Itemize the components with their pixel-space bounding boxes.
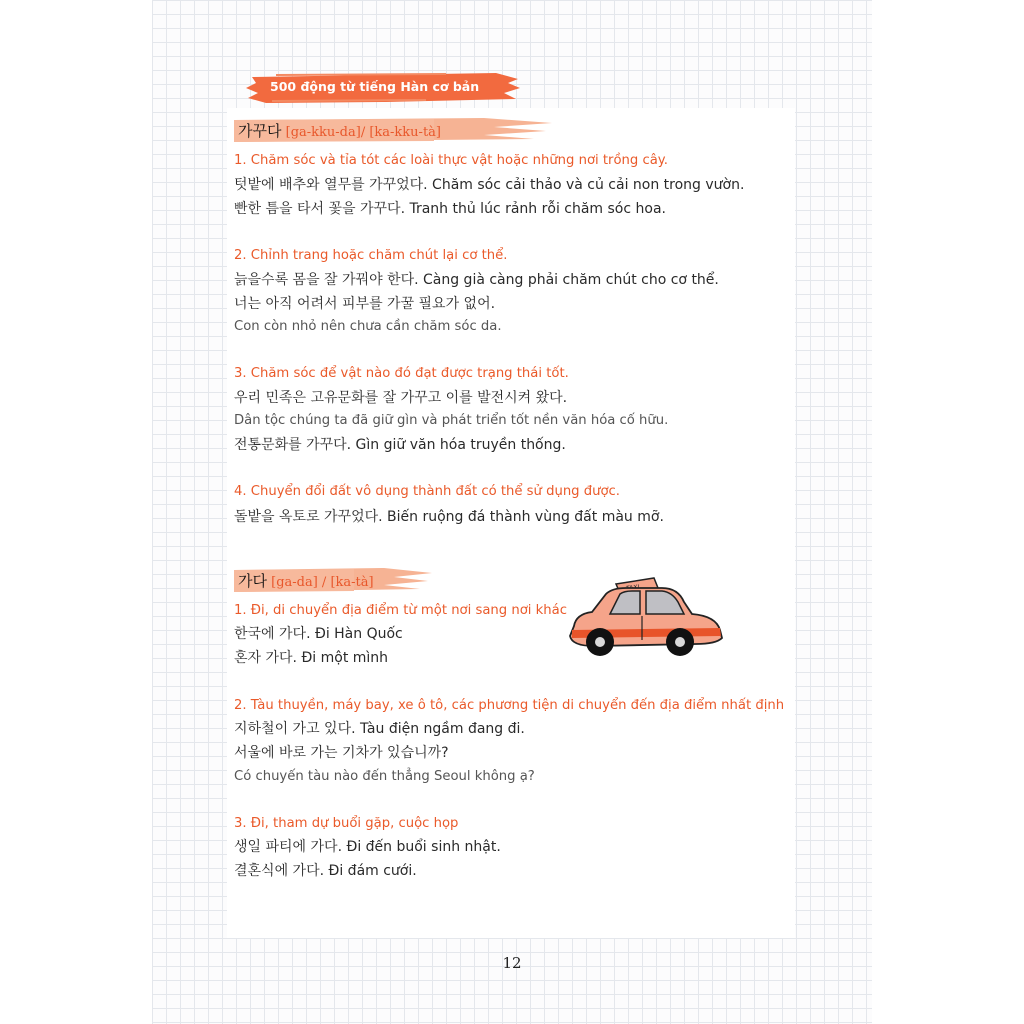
headword-romanization: [ga-kku-da]/ [ka-kku-tà] (281, 125, 441, 140)
example-line: 너는 아직 어려서 피부를 가꿀 필요가 없어. (234, 296, 496, 312)
headword-label (234, 567, 434, 593)
translation-line: Dân tộc chúng ta đã giữ gìn và phát triển tốt nền văn hóa cố hữu. (234, 413, 669, 428)
headword-korean: 가다 (238, 572, 267, 590)
sense-heading: 1. Đi, di chuyển địa điểm từ một nơi sang nơi khác (234, 603, 567, 618)
translation-line: Con còn nhỏ nên chưa cần chăm sóc da. (234, 319, 502, 334)
headword-korean: 가꾸다 (238, 122, 282, 140)
banner-title: 500 động từ tiếng Hàn cơ bản (270, 79, 480, 94)
chapter-banner (246, 71, 522, 105)
example-line: 빤한 틈을 타서 꽃을 가꾸다. Tranh thủ lúc rảnh rỗi chăm sóc hoa. (234, 201, 666, 217)
sense-heading: 2. Chỉnh trang hoặc chăm chút lại cơ thể. (234, 248, 508, 263)
example-line: 지하철이 가고 있다. Tàu điện ngầm đang đi. (234, 721, 525, 737)
example-line: 텃밭에 배추와 열무를 가꾸었다. Chăm sóc cải thảo và củ cải non trong vườn. (234, 177, 745, 193)
headword-label (234, 117, 554, 143)
translation-line: Có chuyến tàu nào đến thẳng Seoul không ạ? (234, 769, 535, 784)
page-number: 12 (502, 954, 522, 972)
sense-heading: 3. Chăm sóc để vật nào đó đạt được trạng thái tốt. (234, 366, 569, 381)
example-line: 결혼식에 가다. Đi đám cưới. (234, 863, 417, 879)
example-line: 한국에 가다. Đi Hàn Quốc (234, 626, 403, 642)
example-line: 혼자 가다. Đi một mình (234, 650, 389, 666)
example-line: 돌밭을 옥토로 가꾸었다. Biến ruộng đá thành vùng đất màu mỡ. (234, 509, 664, 525)
example-line: 전통문화를 가꾸다. Gìn giữ văn hóa truyền thống. (234, 437, 566, 453)
example-line: 서울에 바로 가는 기차가 있습니까? (234, 745, 449, 761)
example-line: 늙을수록 몸을 잘 가꿔야 한다. Càng già càng phải chăm chút cho cơ thể. (234, 272, 719, 288)
example-line: 생일 파티에 가다. Đi đến buổi sinh nhật. (234, 839, 501, 855)
sense-heading: 3. Đi, tham dự buổi gặp, cuộc họp (234, 816, 459, 831)
example-line: 우리 민족은 고유문화를 잘 가꾸고 이를 발전시켜 왔다. (234, 390, 568, 406)
headword-romanization: [ga-da] / [ka-tà] (266, 575, 374, 590)
sense-heading: 1. Chăm sóc và tỉa tót các loài thực vật hoặc những nơi trồng cây. (234, 153, 668, 168)
sense-heading: 4. Chuyển đổi đất vô dụng thành đất có thể sử dụng được. (234, 484, 620, 499)
sense-heading: 2. Tàu thuyền, máy bay, xe ô tô, các phương tiện di chuyển đến địa điểm nhất định (234, 698, 785, 713)
taxi-icon (566, 574, 726, 662)
